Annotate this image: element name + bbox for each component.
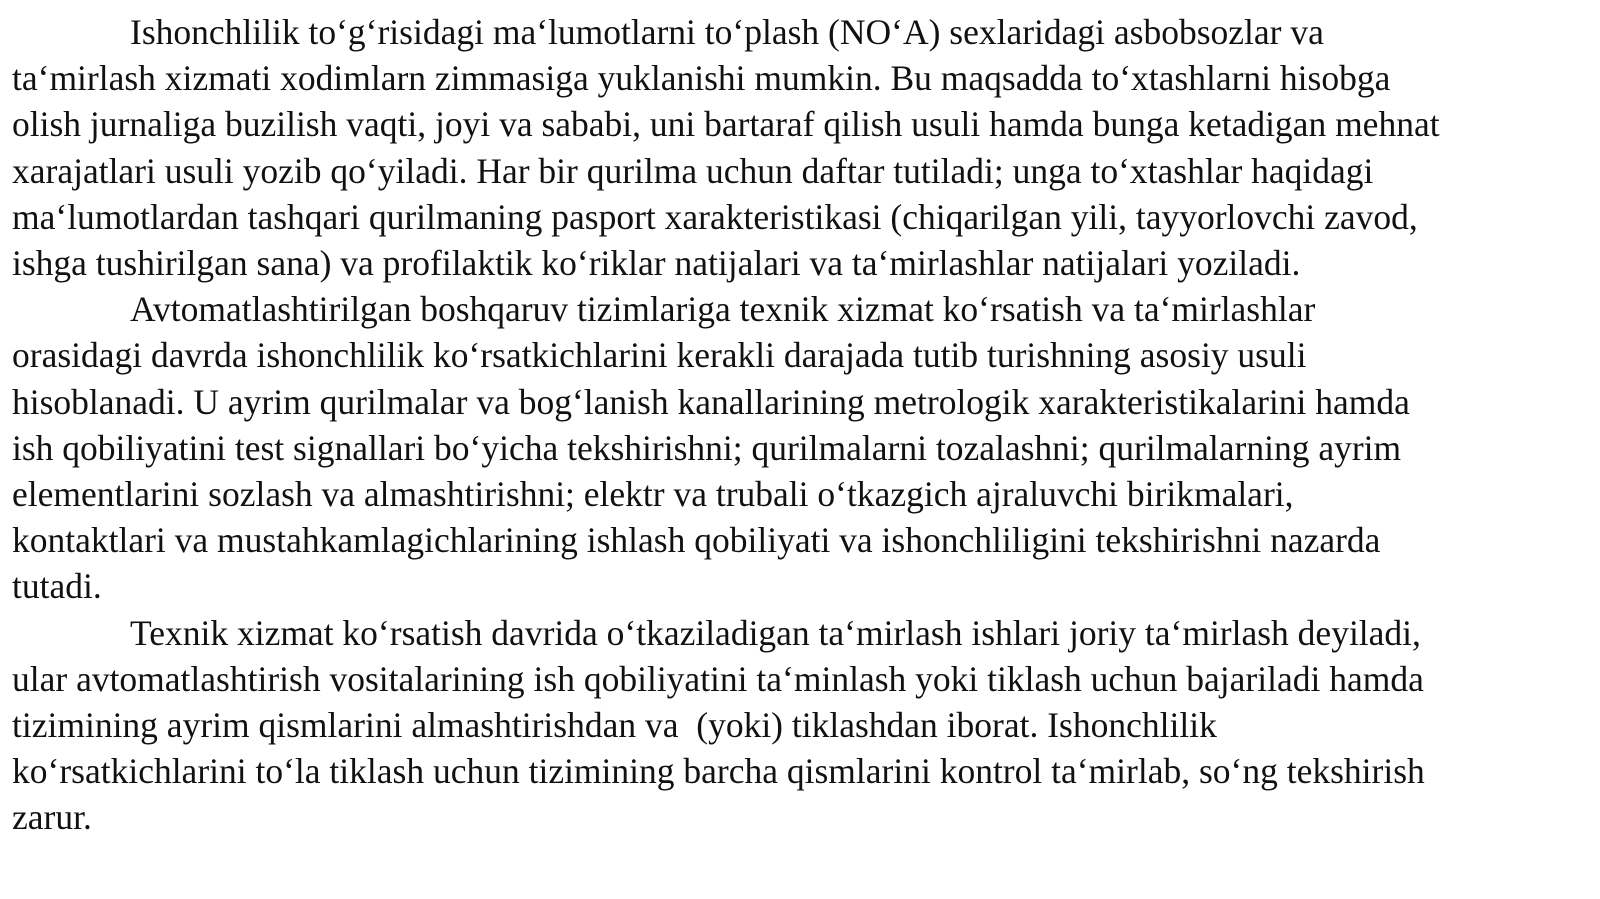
text-line: ma‘lumotlardan tashqari qurilmaning pasport xarakteristikasi (chiqarilgan yili, tayyorlovchi zavod, — [12, 196, 1418, 237]
text-line: ishga tushirilgan sana) va profilaktik ko‘riklar natijalari va ta‘mirlashlar natijalari yoziladi. — [12, 243, 1301, 284]
text-line: tutadi. — [12, 566, 102, 607]
text-line: ish qobiliyatini test signallari bo‘yicha tekshirishni; qurilmalarni tozalashni; qurilmalarning ayrim — [12, 427, 1402, 468]
text-line: Avtomatlashtirilgan boshqaruv tizimlariga texnik xizmat ko‘rsatish va ta‘mirlashlar — [130, 289, 1316, 330]
text-line: orasidagi davrda ishonchlilik ko‘rsatkichlarini kerakli darajada tutib turishning asosiy usuli — [12, 335, 1307, 376]
text-line: xarajatlari usuli yozib qo‘yiladi. Har bir qurilma uchun daftar tutiladi; unga to‘xtashlar haqidagi — [12, 150, 1374, 191]
text-line: tizimining ayrim qismlarini almashtirishdan va (yoki) tiklashdan iborat. Ishonchlilik — [12, 705, 1217, 746]
text-line: zarur. — [12, 797, 92, 838]
text-line: Texnik xizmat ko‘rsatish davrida o‘tkaziladigan ta‘mirlash ishlari joriy ta‘mirlash deyiladi, — [130, 612, 1421, 653]
text-line: hisoblanadi. U ayrim qurilmalar va bog‘lanish kanallarining metrologik xarakteristikalarini hamda — [12, 381, 1410, 422]
text-line: ta‘mirlash xizmati xodimlarn zimmasiga yuklanishi mumkin. Bu maqsadda to‘xtashlarni hisobga — [12, 58, 1391, 99]
paragraph-2 — [12, 286, 1598, 609]
document-body — [12, 9, 1598, 841]
text-line: olish jurnaliga buzilish vaqti, joyi va sababi, uni bartaraf qilish usuli hamda bunga ketadigan mehnat — [12, 104, 1440, 145]
text-line: Ishonchlilik to‘g‘risidagi ma‘lumotlarni to‘plash (NO‘A) sexlaridagi asbobsozlar va — [130, 12, 1324, 52]
paragraph-3 — [12, 610, 1598, 841]
text-line: ular avtomatlashtirish vositalarining ish qobiliyatini ta‘minlash yoki tiklash uchun bajariladi hamda — [12, 658, 1424, 699]
text-line: kontaktlari va mustahkamlagichlarining ishlash qobiliyati va ishonchliligini tekshirishni nazarda — [12, 520, 1381, 561]
text-line: elementlarini sozlash va almashtirishni; elektr va trubali o‘tkazgich ajraluvchi birikmalari, — [12, 474, 1294, 515]
paragraph-1 — [12, 9, 1598, 286]
text-line: ko‘rsatkichlarini to‘la tiklash uchun tizimining barcha qismlarini kontrol ta‘mirlab, so‘ng tekshirish — [12, 751, 1425, 792]
